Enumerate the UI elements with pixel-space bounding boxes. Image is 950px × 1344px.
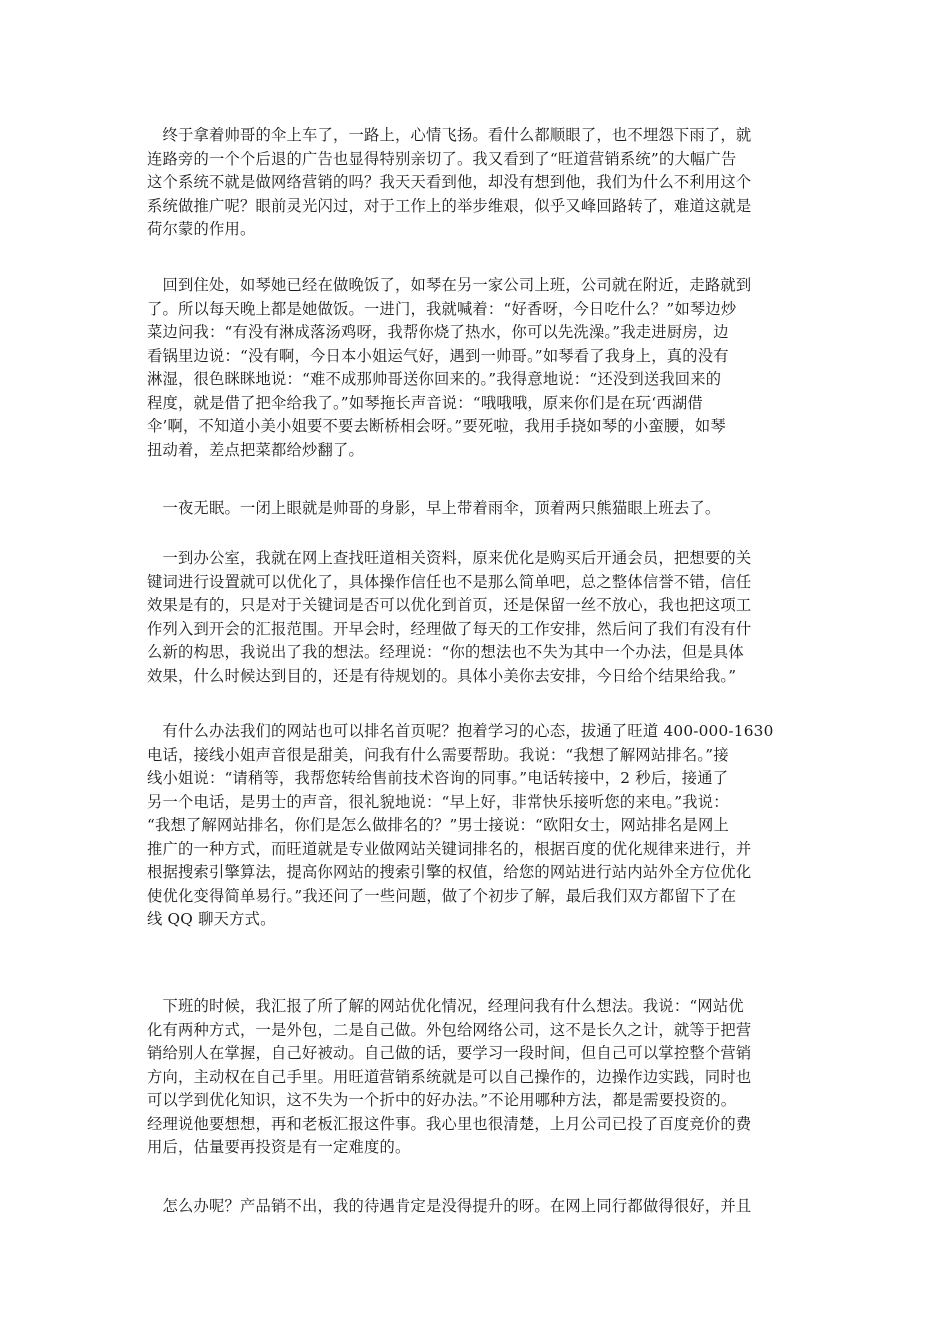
text-line: 下班的时候，我汇报了所了解的网站优化情况，经理问我有什么想法。我说：“网站优: [147, 997, 744, 1015]
paragraph-4: [147, 547, 809, 688]
text-line: 销给别人在掌握，自己好被动。自己做的话，要学习一段时间，但自己可以掌控整个营销: [147, 1044, 752, 1062]
text-line: 伞’啊，不知道小美小姐要不要去断桥相会呀。”要死啦，我用手挠如琴的小蛮腰，如琴: [147, 417, 726, 435]
text-line: 系统做推广呢？眼前灵光闪过，对于工作上的举步维艰，似乎又峰回路转了，难道这就是: [147, 196, 752, 215]
text-line: 键词进行设置就可以优化了，具体操作信任也不是那么简单吧，总之整体信誉不错，信任: [147, 572, 752, 591]
text-line: 淋湿，很色眯眯地说：“难不成那帅哥送你回来的。”我得意地说：“还没到送我回来的: [147, 370, 722, 388]
text-line: 这个系统不就是做网络营销的吗？我天天看到他，却没有想到他，我们为什么不利用这个: [147, 173, 752, 191]
text-line: 看锅里边说：“没有啊，今日本小姐运气好，遇到一帅哥。”如琴看了我身上，真的没有: [147, 346, 729, 365]
text-line: 方向，主动权在自己手里。用旺道营销系统就是可以自己操作的，边操作边实践，同时也: [147, 1067, 752, 1086]
text-line: 作列入到开会的汇报范围。开早会时，经理做了每天的工作安排，然后问了我们有没有什: [147, 619, 752, 638]
text-line: 么新的构思，我说出了我的想法。经理说：“你的想法也不失为其中一个办法，但是具体: [147, 643, 744, 661]
text-line: 终于拿着帅哥的伞上车了，一路上，心情飞扬。看什么都顺眼了，也不埋怨下雨了，就: [147, 126, 752, 144]
paragraph-2: [147, 274, 809, 462]
text-line: 一到办公室，我就在网上查找旺道相关资料，原来优化是购买后开通会员，把想要的关: [147, 549, 752, 567]
paragraph-3: [147, 497, 809, 521]
text-line: 效果，什么时候达到目的，还是有待规划的。具体小美你去安排，今日给个结果给我。”: [147, 666, 737, 685]
paragraph-5: [147, 720, 809, 932]
text-line: 一夜无眠。一闭上眼就是帅哥的身影，早上带着雨伞，顶着两只熊猫眼上班去了。: [147, 499, 721, 517]
paragraph-7: [147, 1195, 809, 1219]
text-line: 怎么办呢？产品销不出，我的待遇肯定是没得提升的呀。在网上同行都做得很好，并且: [147, 1197, 752, 1215]
text-line: 菜边问我：“有没有淋成落汤鸡呀，我帮你烧了热水，你可以先洗澡。”我走进厨房，边: [147, 323, 729, 341]
text-line: 使优化变得简单易行。”我还问了一些问题，做了个初步了解，最后我们双方都留下了在: [147, 886, 737, 905]
text-line: 用后，估量要再投资是有一定难度的。: [147, 1138, 411, 1156]
text-line: 连路旁的一个个后退的广告也显得特别亲切了。我又看到了“旺道营销系统”的大幅广告: [147, 149, 737, 168]
text-line: 经理说他要想想，再和老板汇报这件事。我心里也很清楚，上月公司已投了百度竞价的费: [147, 1114, 752, 1133]
text-line: “我想了解网站排名，你们是怎么做排名的？”男士接说：“欧阳女士，网站排名是网上: [147, 816, 729, 834]
text-line: 回到住处，如琴她已经在做晚饭了，如琴在另一家公司上班，公司就在附近，走路就到: [147, 276, 752, 294]
text-line: 另一个电话，是男士的声音，很礼貌地说：“早上好，非常快乐接听您的来电。”我说：: [147, 792, 729, 811]
text-line: 根据搜索引擎算法，提高你网站的搜索引擎的权值，给您的网站进行站内站外全方位优化: [147, 863, 752, 881]
text-line: 线小姐说：“请稍等，我帮您转给售前技术咨询的同事。”电话转接中，2 秒后，接通了: [147, 769, 729, 787]
paragraph-6: [147, 995, 809, 1160]
paragraph-1: [147, 124, 809, 242]
text-line: 化有两种方式，一是外包，二是自己做。外包给网络公司，这不是长久之计，就等于把营: [147, 1020, 752, 1039]
text-line: 有什么办法我们的网站也可以排名首页呢？抱着学习的心态，拔通了旺道 400-000-1630: [147, 722, 774, 740]
text-line: 可以学到优化知识，这不失为一个折中的好办法。”不论用哪种方法，都是需要投资的。: [147, 1091, 737, 1109]
text-line: 扭动着，差点把菜都给炒翻了。: [147, 440, 364, 459]
text-line: 程度，就是借了把伞给我了。”如琴拖长声音说：“哦哦哦，原来你们是在玩‘西湖借: [147, 393, 703, 412]
text-line: 电话，接线小姐声音很是甜美，问我有什么需要帮助。我说：“我想了解网站排名。”接: [147, 745, 729, 764]
text-line: 推广的一种方式，而旺道就是专业做网站关键词排名的，根据百度的优化规律来进行，并: [147, 839, 752, 858]
text-line: 荷尔蒙的作用。: [147, 220, 256, 238]
text-line: 效果是有的，只是对于关键词是否可以优化到首页，还是保留一丝不放心，我也把这项工: [147, 596, 752, 614]
text-line: 线 QQ 聊天方式。: [147, 910, 276, 928]
text-line: 了。所以每天晚上都是她做饭。一进门，我就喊着：“好香呀，今日吃什么？”如琴边炒: [147, 299, 737, 318]
